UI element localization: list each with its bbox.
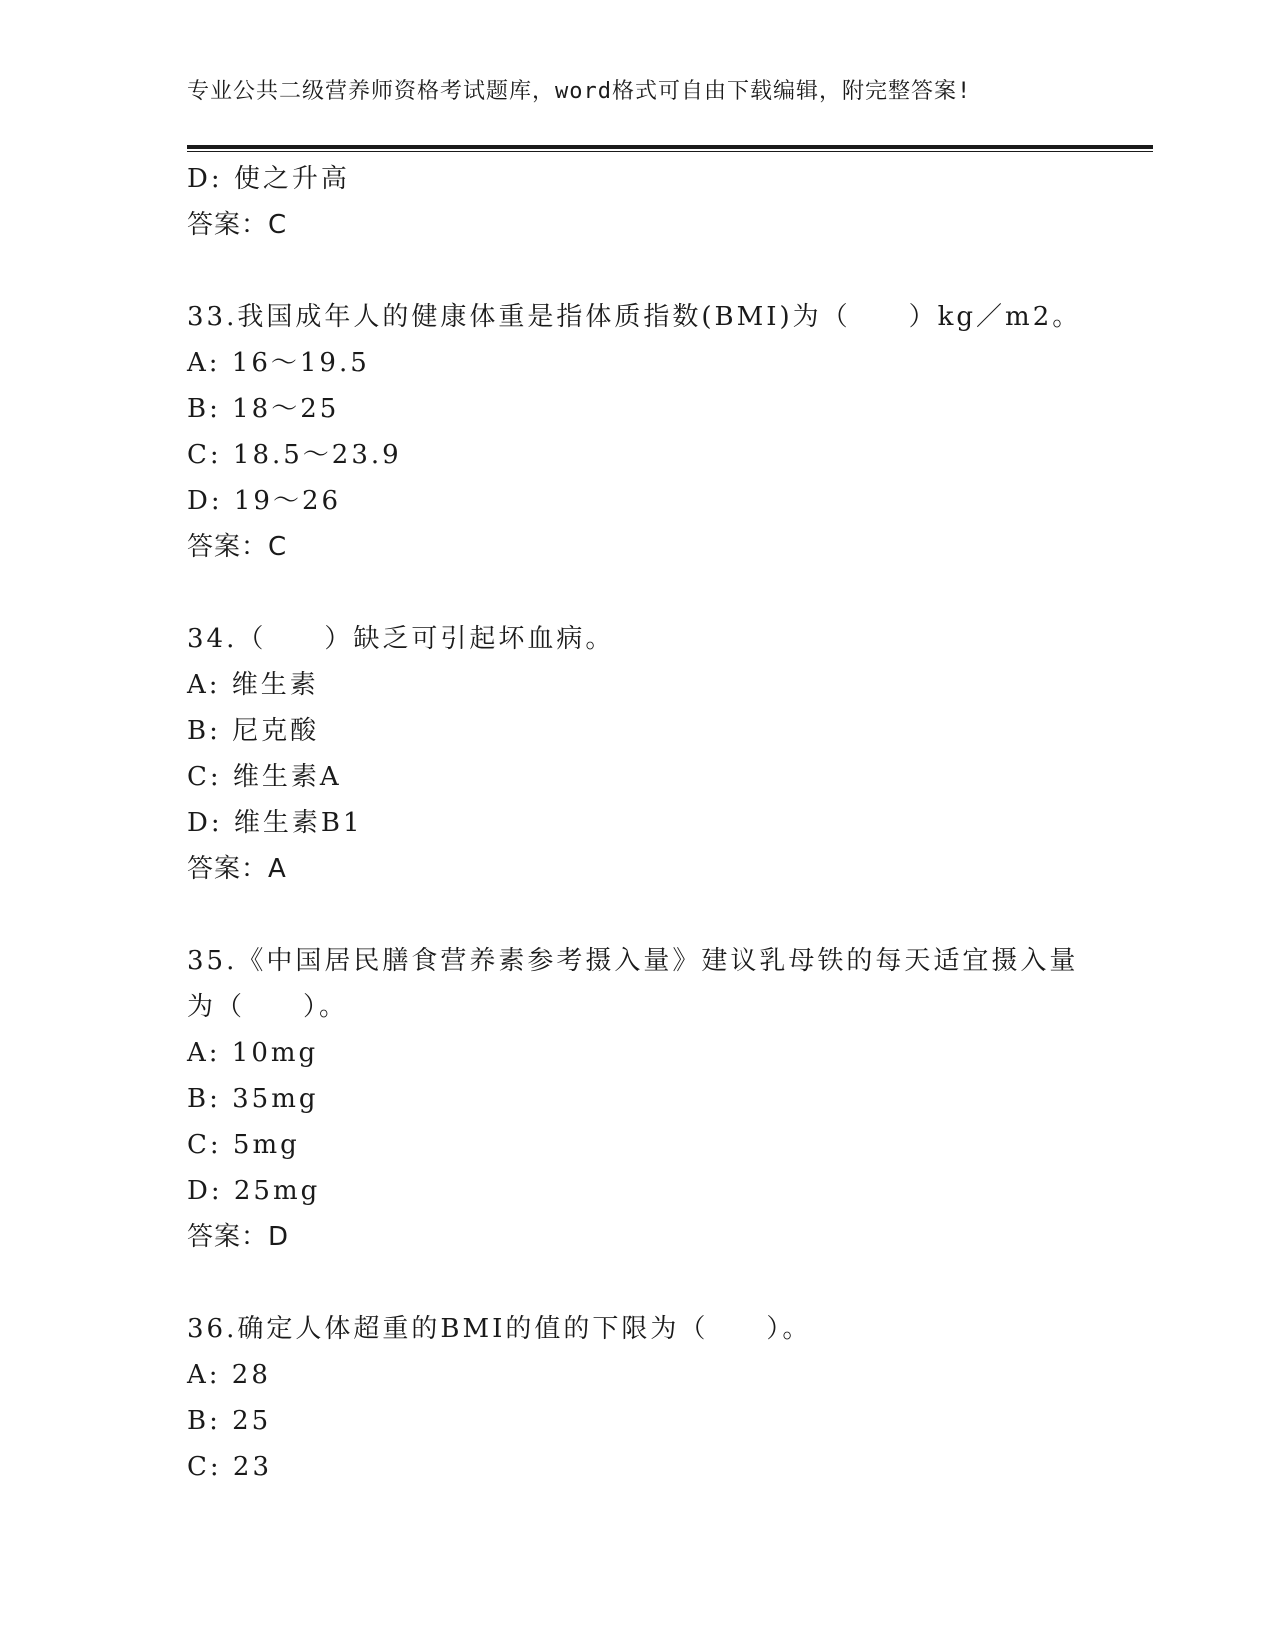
option-line: C: 5mg bbox=[187, 1130, 300, 1160]
option-line: B: 25 bbox=[187, 1406, 272, 1436]
answer-line: 答案：D bbox=[187, 1222, 290, 1252]
question-stem: 35.《中国居民膳食营养素参考摄入量》建议乳母铁的每天适宜摄入量 bbox=[187, 946, 1079, 976]
option-line: B: 18～25 bbox=[187, 394, 340, 424]
answer-line: 答案：C bbox=[187, 210, 288, 240]
option-line: D: 维生素B1 bbox=[187, 808, 363, 838]
answer-line: 答案：A bbox=[187, 854, 287, 884]
header-rule-thick bbox=[187, 145, 1153, 149]
option-line: C: 18.5～23.9 bbox=[187, 440, 402, 470]
option-line: A: 10mg bbox=[187, 1038, 319, 1068]
question-stem-continued: 为（ ）。 bbox=[187, 992, 349, 1022]
option-line: D: 19～26 bbox=[187, 486, 342, 516]
question-stem: 33.我国成年人的健康体重是指体质指数(BMI)为（ ）kg／m2。 bbox=[187, 302, 1082, 332]
question-list bbox=[187, 156, 1107, 1490]
option-line: A: 维生素 bbox=[187, 670, 319, 700]
option-line: A: 28 bbox=[187, 1360, 271, 1390]
option-line: B: 尼克酸 bbox=[187, 716, 320, 746]
option-line: B: 35mg bbox=[187, 1084, 319, 1114]
header-rule-thin bbox=[187, 151, 1153, 152]
option-line: D: 25mg bbox=[187, 1176, 321, 1206]
spacer bbox=[187, 570, 1107, 616]
option-line: C: 维生素A bbox=[187, 762, 342, 792]
option-line: D: 使之升高 bbox=[187, 164, 350, 194]
question-stem: 34.（ ）缺乏可引起坏血病。 bbox=[187, 624, 615, 654]
option-line: C: 23 bbox=[187, 1452, 273, 1482]
spacer bbox=[187, 892, 1107, 938]
question-stem: 36.确定人体超重的BMI的值的下限为（ ）。 bbox=[187, 1314, 812, 1344]
spacer bbox=[187, 1260, 1107, 1306]
answer-line: 答案：C bbox=[187, 532, 288, 562]
page-header: 专业公共二级营养师资格考试题库，word格式可自由下载编辑，附完整答案! bbox=[187, 79, 972, 104]
spacer bbox=[187, 248, 1107, 294]
option-line: A: 16～19.5 bbox=[187, 348, 370, 378]
